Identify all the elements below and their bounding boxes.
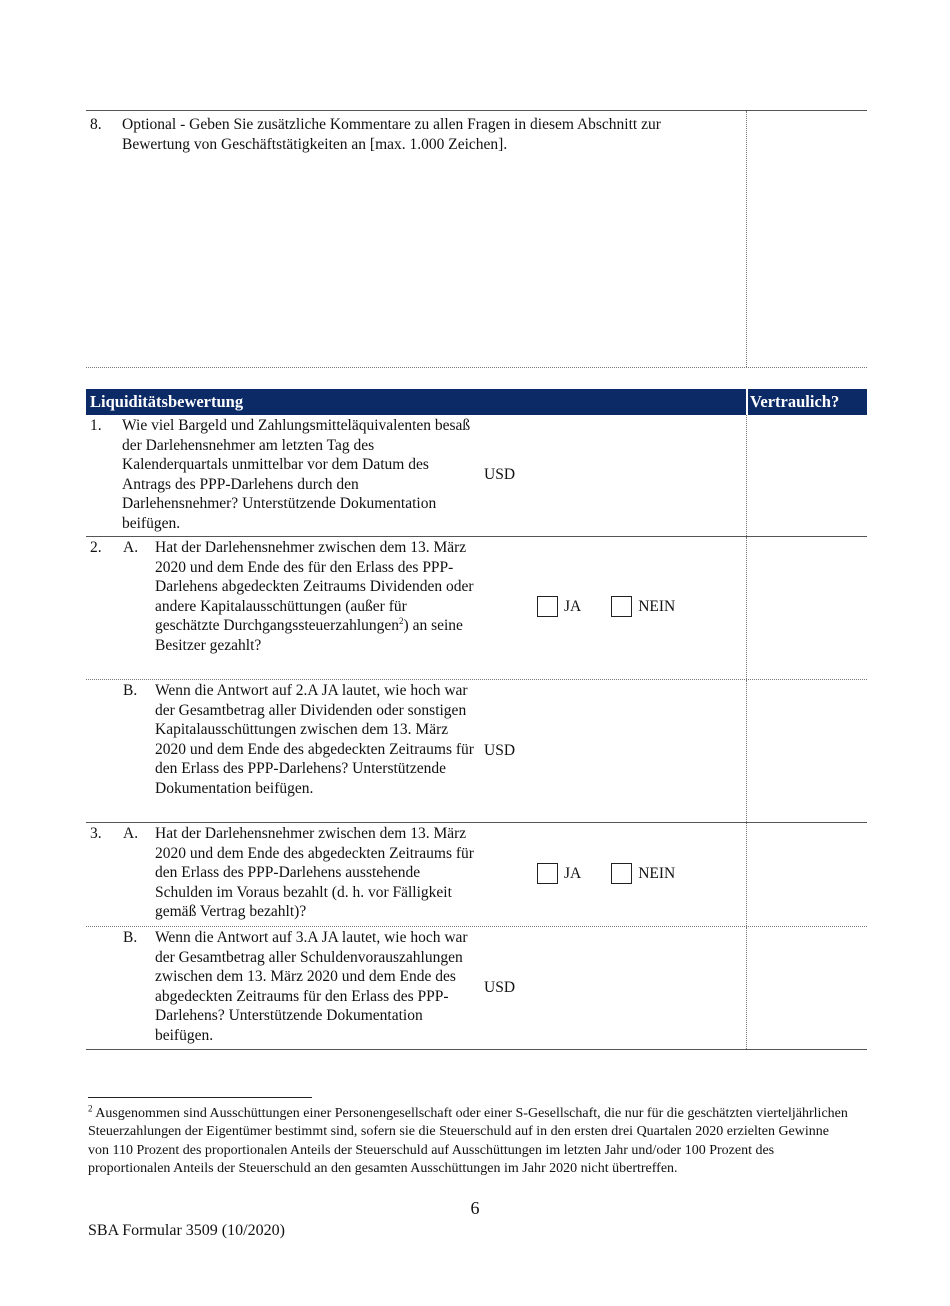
footnote-separator <box>88 1097 312 1098</box>
table-title: Liquiditätsbewertung <box>90 392 244 411</box>
no-label: NEIN <box>638 864 676 882</box>
sub-question-letter: A. <box>123 539 139 556</box>
no-checkbox[interactable] <box>611 596 632 617</box>
currency-label: USD <box>484 979 516 996</box>
yes-label: JA <box>564 597 582 615</box>
sub-question-letter: A. <box>123 825 139 842</box>
header-divider <box>746 389 748 415</box>
column-divider <box>746 680 747 822</box>
footnote <box>88 1105 848 1178</box>
column-divider <box>746 415 747 536</box>
footnote-marker: 2 <box>88 1103 93 1114</box>
currency-label: USD <box>484 466 516 483</box>
yes-checkbox[interactable] <box>537 596 558 617</box>
footnote-reference: 2 <box>399 616 404 627</box>
question-row-3a <box>86 823 867 927</box>
section-8-question-text: Optional - Geben Sie zusätzliche Kommentare zu allen Fragen in diesem Abschnitt zur Bewertung von Geschäftstätigkeiten an [max. 1.000 Zeichen]. <box>122 116 661 153</box>
table-header <box>86 389 867 415</box>
no-label: NEIN <box>638 597 676 615</box>
column-divider <box>746 537 747 679</box>
question-3a-text: Hat der Darlehensnehmer zwischen dem 13. März 2020 und dem Ende des abgedeckten Zeitraums für den Erlass des PPP-Darlehens ausstehende Schulden im Voraus bezahlt (d. h. vor Fälligkeit gemäß Vertrag bezahlt)? <box>155 825 474 921</box>
footnote-text: Ausgenommen sind Ausschüttungen einer Personengesellschaft oder einer S-Gesellschaft, die nur für die geschätzten vierteljährlichen Steuerzahlungen der Eigentümer bestimmt sind, sofern sie die Steuerschuld auf in den ersten drei Quartalen 2020 erzielten Gewinne von 110 Prozent des proportionalen Anteils der Steuerschuld auf Ausschüttungen im letzten Jahr und/oder 100 Prozent des proportionalen Anteils der Steuerschuld an den gesamten Ausschüttungen im Jahr 2020 nicht übertreffen. <box>88 1106 848 1176</box>
yes-no-group <box>537 596 675 617</box>
yes-checkbox[interactable] <box>537 863 558 884</box>
no-checkbox[interactable] <box>611 863 632 884</box>
question-2b-text: Wenn die Antwort auf 2.A JA lautet, wie hoch war der Gesamtbetrag aller Dividenden oder sonstigen Kapitalausschüttungen zwischen dem 13. März 2020 und dem Ende des abgedeckten Zeitraums für den Erlass des PPP-Darlehens? Unterstützende Dokumentation beifügen. <box>155 682 474 797</box>
question-row-3b <box>86 927 867 1050</box>
question-1-text: Wie viel Bargeld und Zahlungsmitteläquivalenten besaß der Darlehensnehmer am letzten Tag des Kalenderquartals unmittelbar vor dem Datum des Antrags des PPP-Darlehens durch den Darlehensnehmer? Unterstützende Dokumentation beifügen. <box>122 417 471 532</box>
section-8-comment-block <box>86 110 867 368</box>
currency-label: USD <box>484 742 516 759</box>
sub-question-letter: B. <box>123 682 138 699</box>
yes-no-group <box>537 863 675 884</box>
column-divider <box>746 823 747 926</box>
column-divider <box>746 111 747 367</box>
confidential-column-header: Vertraulich? <box>750 392 840 411</box>
question-2a-text-part1: Hat der Darlehensnehmer zwischen dem 13. März 2020 und dem Ende des für den Erlass des PPP-Darlehens abgedeckten Zeitraums Dividenden oder andere Kapitalausschüttungen (außer für geschätzte Durchgangssteuerzahlungen <box>155 539 474 635</box>
question-number: 2. <box>90 539 102 556</box>
question-number: 3. <box>90 825 102 842</box>
sub-question-letter: B. <box>123 929 138 946</box>
liquidity-assessment-table <box>86 389 867 1050</box>
question-2a-text <box>155 538 475 656</box>
question-row-1 <box>86 415 867 537</box>
column-divider <box>746 927 747 1049</box>
question-number: 8. <box>90 116 102 133</box>
question-2a-text-part2: ) an seine Besitzer gezahlt? <box>155 617 463 654</box>
question-row-2b <box>86 680 867 823</box>
question-row-2a <box>86 537 867 680</box>
yes-label: JA <box>564 864 582 882</box>
question-3b-text: Wenn die Antwort auf 3.A JA lautet, wie hoch war der Gesamtbetrag aller Schuldenvorauszahlungen zwischen dem 13. März 2020 und dem Ende des abgedeckten Zeitraums für den Erlass des PPP-Darlehens? Unterstützende Dokumentation beifügen. <box>155 929 468 1044</box>
question-number: 1. <box>90 417 102 434</box>
form-identifier: SBA Formular 3509 (10/2020) <box>88 1222 285 1239</box>
page-number: 6 <box>470 1198 480 1218</box>
